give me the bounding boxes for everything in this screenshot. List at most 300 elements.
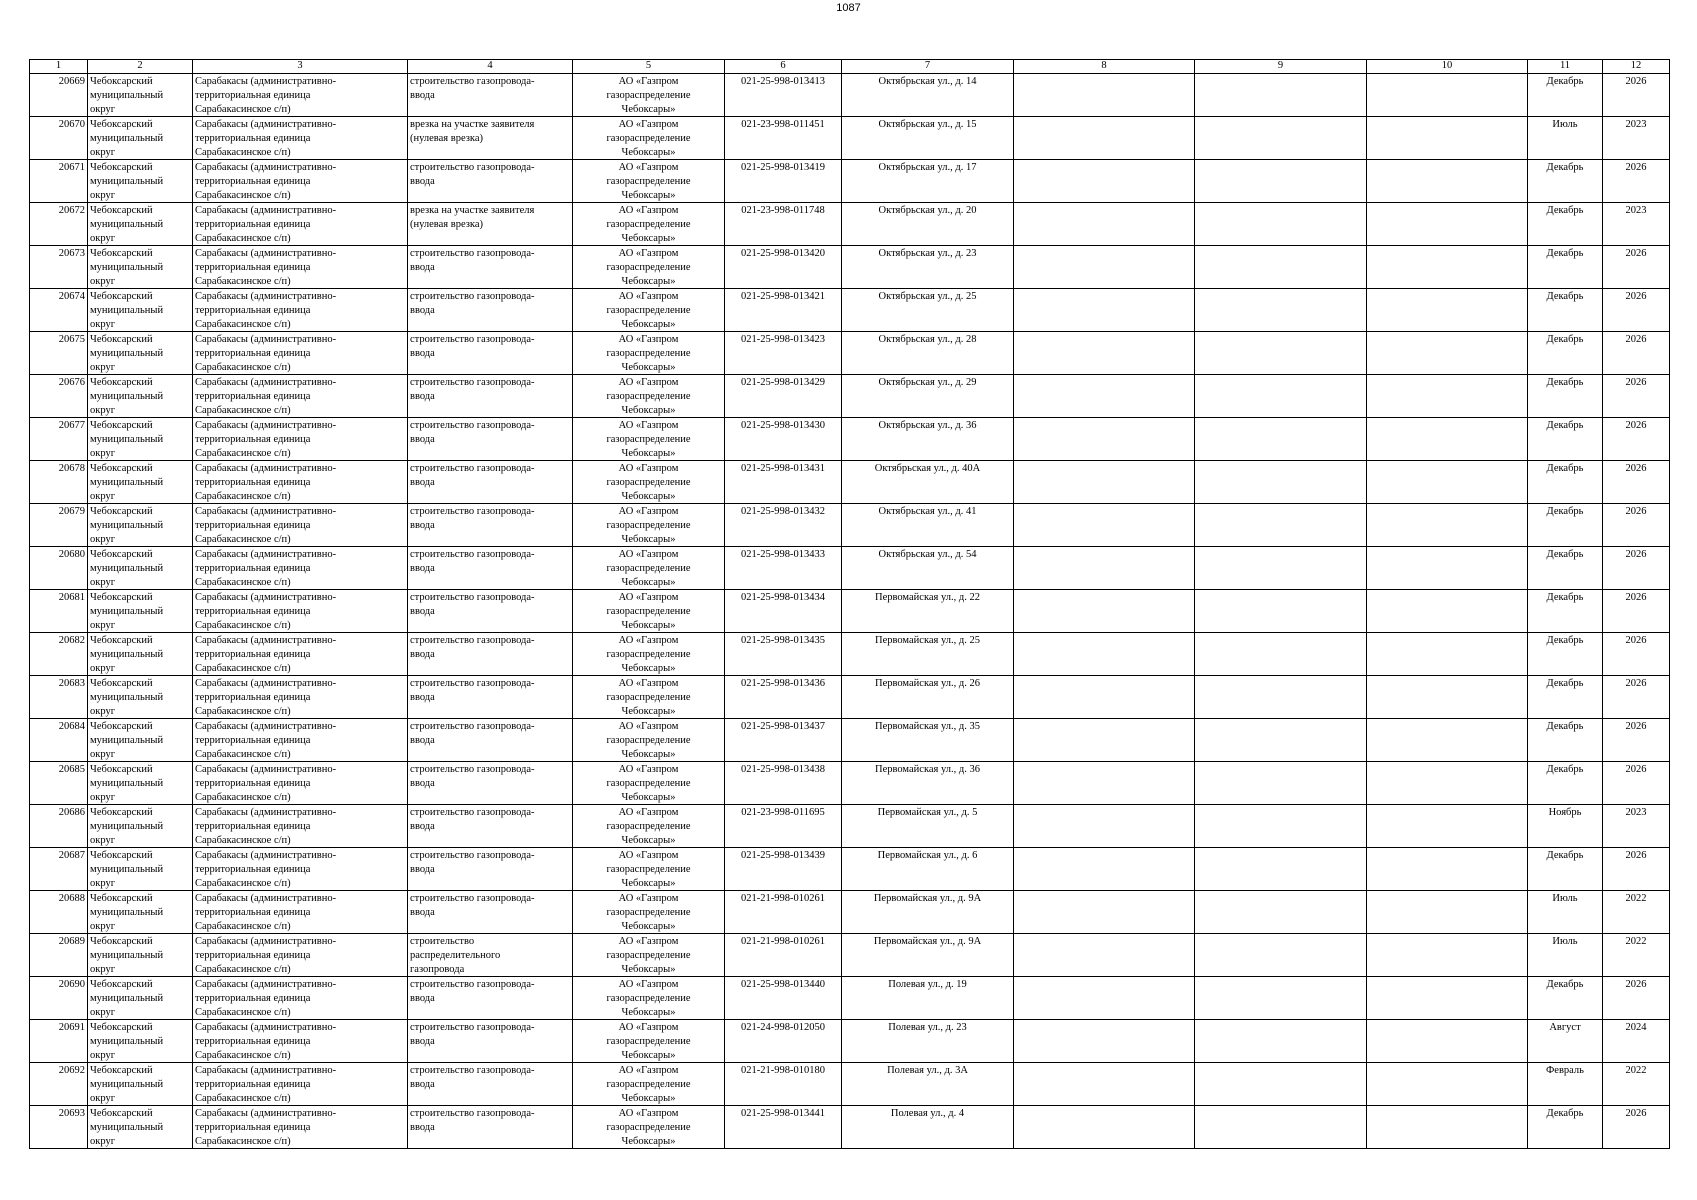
object-code-cell [725, 160, 842, 203]
object-code-cell-text: 021-25-998-013439 [741, 850, 825, 861]
page-number: 1087 [836, 2, 861, 14]
month-cell-text: Июль [1552, 893, 1578, 904]
organization-cell [573, 203, 725, 246]
table-row [30, 590, 1670, 633]
empty-cell [1014, 203, 1195, 246]
address-cell [842, 246, 1014, 289]
organization-cell [573, 676, 725, 719]
locality-cell [193, 676, 408, 719]
organization-cell-text: АО «Газпром газораспределение Чебоксары» [606, 76, 691, 115]
month-cell [1528, 117, 1603, 160]
empty-cell-text [1016, 1064, 1192, 1105]
year-cell [1603, 504, 1670, 547]
work-type-cell [408, 160, 573, 203]
locality-cell [193, 805, 408, 848]
district-cell [88, 74, 193, 117]
organization-cell [573, 977, 725, 1020]
empty-cell [1014, 848, 1195, 891]
row-number-cell [30, 461, 88, 504]
address-cell [842, 504, 1014, 547]
address-cell-text: Октябрьская ул., д. 54 [878, 549, 977, 560]
month-cell [1528, 848, 1603, 891]
empty-cell [1367, 289, 1528, 332]
work-type-cell [408, 117, 573, 160]
month-cell [1528, 590, 1603, 633]
empty-cell-text [1197, 849, 1364, 890]
month-cell [1528, 805, 1603, 848]
empty-cell [1014, 762, 1195, 805]
locality-cell-text: Сарабакасы (административно- территориальная единица Сарабакасинское с/п) [195, 420, 337, 459]
district-cell [88, 246, 193, 289]
empty-cell-text [1369, 75, 1525, 116]
organization-cell [573, 590, 725, 633]
empty-cell [1367, 74, 1528, 117]
object-code-cell-text: 021-23-998-011695 [741, 807, 825, 818]
address-cell-text: Октябрьская ул., д. 36 [878, 420, 977, 431]
work-type-cell-text: строительство распределительного газопровода [410, 936, 501, 975]
month-cell-text: Июль [1552, 119, 1578, 130]
month-cell-text: Декабрь [1546, 635, 1584, 646]
empty-cell-text [1016, 333, 1192, 374]
locality-cell-text: Сарабакасы (административно- территориальная единица Сарабакасинское с/п) [195, 377, 337, 416]
row-number-cell [30, 246, 88, 289]
organization-cell-text: АО «Газпром газораспределение Чебоксары» [606, 635, 691, 674]
month-cell [1528, 332, 1603, 375]
work-type-cell-text: строительство газопровода- ввода [410, 1108, 535, 1133]
empty-cell [1367, 375, 1528, 418]
month-cell-text: Декабрь [1546, 248, 1584, 259]
month-cell-text: Декабрь [1546, 506, 1584, 517]
organization-cell-text: АО «Газпром газораспределение Чебоксары» [606, 764, 691, 803]
month-cell-text: Декабрь [1546, 463, 1584, 474]
empty-cell [1014, 719, 1195, 762]
row-number-cell [30, 203, 88, 246]
empty-cell-text [1369, 978, 1525, 1019]
column-number: 12 [1603, 60, 1670, 74]
organization-cell-text: АО «Газпром газораспределение Чебоксары» [606, 420, 691, 459]
object-code-cell-text: 021-25-998-013413 [741, 76, 825, 87]
empty-cell [1367, 461, 1528, 504]
empty-cell [1014, 547, 1195, 590]
table-body [30, 74, 1670, 1149]
empty-cell-text [1197, 1021, 1364, 1062]
district-cell-text: Чебоксарский муниципальный округ [90, 205, 164, 244]
empty-cell-text [1369, 419, 1525, 460]
address-cell-text: Первомайская ул., д. 9А [873, 936, 982, 947]
address-cell [842, 676, 1014, 719]
row-number-cell [30, 547, 88, 590]
month-cell-text: Декабрь [1546, 850, 1584, 861]
row-number-cell-text: 20675 [58, 334, 85, 345]
table-row [30, 117, 1670, 160]
empty-cell-text [1369, 1064, 1525, 1105]
month-cell [1528, 461, 1603, 504]
object-code-cell [725, 719, 842, 762]
district-cell-text: Чебоксарский муниципальный округ [90, 463, 164, 502]
row-number-cell [30, 1020, 88, 1063]
empty-cell [1367, 719, 1528, 762]
district-cell [88, 762, 193, 805]
month-cell [1528, 418, 1603, 461]
locality-cell-text: Сарабакасы (административно- территориальная единица Сарабакасинское с/п) [195, 248, 337, 287]
year-cell [1603, 719, 1670, 762]
locality-cell-text: Сарабакасы (административно- территориальная единица Сарабакасинское с/п) [195, 936, 337, 975]
address-cell [842, 1106, 1014, 1149]
empty-cell-text [1016, 247, 1192, 288]
organization-cell-text: АО «Газпром газораспределение Чебоксары» [606, 678, 691, 717]
address-cell [842, 547, 1014, 590]
object-code-cell [725, 891, 842, 934]
object-code-cell [725, 289, 842, 332]
empty-cell-text [1369, 720, 1525, 761]
object-code-cell [725, 848, 842, 891]
month-cell [1528, 762, 1603, 805]
address-cell-text: Полевая ул., д. 19 [888, 979, 967, 990]
year-cell-text: 2026 [1625, 420, 1647, 431]
address-cell-text: Первомайская ул., д. 36 [875, 764, 980, 775]
empty-cell [1195, 848, 1367, 891]
object-code-cell-text: 021-25-998-013441 [741, 1108, 825, 1119]
district-cell [88, 633, 193, 676]
object-code-cell-text: 021-25-998-013423 [741, 334, 825, 345]
empty-cell-text [1016, 677, 1192, 718]
row-number-cell-text: 20677 [58, 420, 85, 431]
organization-cell-text: АО «Газпром газораспределение Чебоксары» [606, 377, 691, 416]
organization-cell [573, 1020, 725, 1063]
district-cell-text: Чебоксарский муниципальный округ [90, 119, 164, 158]
year-cell [1603, 203, 1670, 246]
month-cell [1528, 504, 1603, 547]
year-cell [1603, 332, 1670, 375]
year-cell-text: 2026 [1625, 162, 1647, 173]
empty-cell [1367, 590, 1528, 633]
locality-cell [193, 848, 408, 891]
empty-cell-text [1197, 806, 1364, 847]
empty-cell-text [1016, 720, 1192, 761]
month-cell [1528, 246, 1603, 289]
work-type-cell [408, 934, 573, 977]
organization-cell [573, 547, 725, 590]
year-cell [1603, 891, 1670, 934]
organization-cell [573, 633, 725, 676]
work-type-cell-text: строительство газопровода- ввода [410, 635, 535, 660]
empty-cell-text [1197, 591, 1364, 632]
locality-cell-text: Сарабакасы (административно- территориальная единица Сарабакасинское с/п) [195, 807, 337, 846]
year-cell [1603, 977, 1670, 1020]
row-number-cell-text: 20678 [58, 463, 85, 474]
work-type-cell [408, 590, 573, 633]
object-code-cell-text: 021-25-998-013421 [741, 291, 825, 302]
empty-cell [1195, 676, 1367, 719]
column-number: 6 [725, 60, 842, 74]
year-cell [1603, 461, 1670, 504]
empty-cell-text [1197, 763, 1364, 804]
month-cell-text: Декабрь [1546, 76, 1584, 87]
work-type-cell-text: строительство газопровода- ввода [410, 592, 535, 617]
empty-cell-text [1016, 849, 1192, 890]
object-code-cell [725, 1063, 842, 1106]
locality-cell [193, 977, 408, 1020]
row-number-cell [30, 676, 88, 719]
empty-cell-text [1016, 419, 1192, 460]
district-cell [88, 1106, 193, 1149]
month-cell-text: Июль [1552, 936, 1578, 947]
empty-cell [1367, 1106, 1528, 1149]
organization-cell [573, 1063, 725, 1106]
address-cell [842, 805, 1014, 848]
empty-cell-text [1016, 591, 1192, 632]
object-code-cell-text: 021-24-998-012050 [741, 1022, 825, 1033]
address-cell-text: Октябрьская ул., д. 14 [878, 76, 977, 87]
empty-cell [1014, 633, 1195, 676]
month-cell-text: Декабрь [1546, 377, 1584, 388]
year-cell-text: 2026 [1625, 334, 1647, 345]
empty-cell-text [1197, 892, 1364, 933]
district-cell [88, 461, 193, 504]
object-code-cell [725, 1106, 842, 1149]
empty-cell-text [1369, 376, 1525, 417]
object-code-cell [725, 461, 842, 504]
year-cell-text: 2026 [1625, 506, 1647, 517]
object-code-cell-text: 021-25-998-013436 [741, 678, 825, 689]
row-number-cell-text: 20676 [58, 377, 85, 388]
district-cell [88, 332, 193, 375]
organization-cell-text: АО «Газпром газораспределение Чебоксары» [606, 162, 691, 201]
work-type-cell-text: строительство газопровода- ввода [410, 850, 535, 875]
year-cell-text: 2026 [1625, 463, 1647, 474]
column-number: 8 [1014, 60, 1195, 74]
work-type-cell [408, 203, 573, 246]
object-code-cell [725, 74, 842, 117]
empty-cell-text [1197, 548, 1364, 589]
locality-cell-text: Сарабакасы (административно- территориальная единица Сарабакасинское с/п) [195, 1108, 337, 1147]
empty-cell [1014, 332, 1195, 375]
year-cell [1603, 117, 1670, 160]
empty-cell [1014, 977, 1195, 1020]
organization-cell [573, 504, 725, 547]
table-row [30, 461, 1670, 504]
empty-cell [1195, 590, 1367, 633]
work-type-cell [408, 805, 573, 848]
locality-cell-text: Сарабакасы (административно- территориальная единица Сарабакасинское с/п) [195, 463, 337, 502]
year-cell [1603, 934, 1670, 977]
address-cell-text: Октябрьская ул., д. 23 [878, 248, 977, 259]
empty-cell [1014, 117, 1195, 160]
empty-cell-text [1369, 1021, 1525, 1062]
object-code-cell [725, 504, 842, 547]
empty-cell [1014, 289, 1195, 332]
empty-cell [1195, 762, 1367, 805]
district-cell [88, 1063, 193, 1106]
organization-cell [573, 117, 725, 160]
month-cell [1528, 74, 1603, 117]
year-cell-text: 2026 [1625, 248, 1647, 259]
organization-cell [573, 1106, 725, 1149]
organization-cell [573, 74, 725, 117]
work-type-cell-text: строительство газопровода- ввода [410, 979, 535, 1004]
district-cell [88, 848, 193, 891]
district-cell [88, 934, 193, 977]
year-cell-text: 2026 [1625, 850, 1647, 861]
organization-cell-text: АО «Газпром газораспределение Чебоксары» [606, 1065, 691, 1104]
year-cell [1603, 375, 1670, 418]
row-number-cell-text: 20670 [58, 119, 85, 130]
object-code-cell [725, 977, 842, 1020]
work-type-cell [408, 332, 573, 375]
organization-cell-text: АО «Газпром газораспределение Чебоксары» [606, 592, 691, 631]
address-cell-text: Октябрьская ул., д. 17 [878, 162, 977, 173]
month-cell-text: Декабрь [1546, 678, 1584, 689]
empty-cell [1195, 547, 1367, 590]
locality-cell [193, 1063, 408, 1106]
empty-cell-text [1197, 118, 1364, 159]
empty-cell-text [1016, 290, 1192, 331]
empty-cell [1014, 461, 1195, 504]
row-number-cell [30, 934, 88, 977]
year-cell-text: 2026 [1625, 635, 1647, 646]
row-number-cell [30, 891, 88, 934]
work-type-cell-text: строительство газопровода- ввода [410, 248, 535, 273]
month-cell [1528, 1106, 1603, 1149]
work-type-cell [408, 891, 573, 934]
empty-cell [1014, 246, 1195, 289]
locality-cell [193, 160, 408, 203]
object-code-cell-text: 021-23-998-011748 [741, 205, 825, 216]
year-cell-text: 2026 [1625, 377, 1647, 388]
row-number-cell [30, 848, 88, 891]
empty-cell [1014, 676, 1195, 719]
empty-cell [1367, 977, 1528, 1020]
work-type-cell-text: строительство газопровода- ввода [410, 893, 535, 918]
organization-cell-text: АО «Газпром газораспределение Чебоксары» [606, 506, 691, 545]
district-cell [88, 590, 193, 633]
address-cell [842, 332, 1014, 375]
empty-cell [1367, 117, 1528, 160]
district-cell [88, 891, 193, 934]
year-cell-text: 2023 [1625, 119, 1647, 130]
locality-cell [193, 762, 408, 805]
work-type-cell [408, 418, 573, 461]
empty-cell [1195, 375, 1367, 418]
work-type-cell [408, 1063, 573, 1106]
locality-cell-text: Сарабакасы (административно- территориальная единица Сарабакасинское с/п) [195, 893, 337, 932]
locality-cell-text: Сарабакасы (административно- территориальная единица Сарабакасинское с/п) [195, 721, 337, 760]
work-type-cell [408, 74, 573, 117]
address-cell [842, 375, 1014, 418]
empty-cell [1014, 418, 1195, 461]
work-type-cell-text: строительство газопровода- ввода [410, 506, 535, 531]
address-cell-text: Октябрьская ул., д. 15 [878, 119, 977, 130]
column-number: 1 [30, 60, 88, 74]
address-cell [842, 203, 1014, 246]
district-cell-text: Чебоксарский муниципальный округ [90, 807, 164, 846]
organization-cell [573, 160, 725, 203]
month-cell [1528, 547, 1603, 590]
work-type-cell [408, 762, 573, 805]
empty-cell-text [1197, 376, 1364, 417]
month-cell-text: Декабрь [1546, 205, 1584, 216]
address-cell-text: Октябрьская ул., д. 20 [878, 205, 977, 216]
empty-cell [1367, 762, 1528, 805]
row-number-cell [30, 74, 88, 117]
row-number-cell [30, 117, 88, 160]
empty-cell [1195, 891, 1367, 934]
empty-cell-text [1197, 677, 1364, 718]
empty-cell [1367, 934, 1528, 977]
address-cell [842, 633, 1014, 676]
organization-cell-text: АО «Газпром газораспределение Чебоксары» [606, 463, 691, 502]
locality-cell [193, 203, 408, 246]
row-number-cell-text: 20684 [58, 721, 85, 732]
table-row [30, 805, 1670, 848]
district-cell [88, 418, 193, 461]
address-cell [842, 977, 1014, 1020]
organization-cell [573, 418, 725, 461]
empty-cell-text [1369, 204, 1525, 245]
empty-cell [1367, 805, 1528, 848]
month-cell-text: Декабрь [1546, 162, 1584, 173]
empty-cell-text [1369, 806, 1525, 847]
empty-cell-text [1197, 720, 1364, 761]
empty-cell [1014, 891, 1195, 934]
empty-cell [1367, 418, 1528, 461]
object-code-cell [725, 246, 842, 289]
month-cell [1528, 719, 1603, 762]
year-cell-text: 2026 [1625, 1108, 1647, 1119]
object-code-cell [725, 676, 842, 719]
year-cell [1603, 289, 1670, 332]
empty-cell-text [1197, 75, 1364, 116]
empty-cell-text [1369, 1107, 1525, 1148]
month-cell-text: Декабрь [1546, 1108, 1584, 1119]
row-number-cell [30, 762, 88, 805]
empty-cell [1195, 74, 1367, 117]
empty-cell-text [1369, 763, 1525, 804]
empty-cell-text [1197, 247, 1364, 288]
address-cell-text: Первомайская ул., д. 25 [875, 635, 980, 646]
empty-cell-text [1369, 935, 1525, 976]
empty-cell [1195, 117, 1367, 160]
year-cell [1603, 590, 1670, 633]
month-cell [1528, 891, 1603, 934]
work-type-cell [408, 977, 573, 1020]
locality-cell-text: Сарабакасы (административно- территориальная единица Сарабакасинское с/п) [195, 162, 337, 201]
district-cell-text: Чебоксарский муниципальный округ [90, 420, 164, 459]
column-number-row [30, 60, 1670, 74]
year-cell-text: 2026 [1625, 76, 1647, 87]
address-cell [842, 461, 1014, 504]
column-number: 9 [1195, 60, 1367, 74]
row-number-cell-text: 20688 [58, 893, 85, 904]
row-number-cell-text: 20691 [58, 1022, 85, 1033]
district-cell [88, 547, 193, 590]
locality-cell-text: Сарабакасы (административно- территориальная единица Сарабакасинское с/п) [195, 592, 337, 631]
work-type-cell [408, 504, 573, 547]
district-cell [88, 719, 193, 762]
work-type-cell [408, 633, 573, 676]
locality-cell [193, 547, 408, 590]
empty-cell-text [1197, 161, 1364, 202]
empty-cell [1195, 1106, 1367, 1149]
locality-cell-text: Сарабакасы (административно- территориальная единица Сарабакасинское с/п) [195, 979, 337, 1018]
empty-cell [1367, 160, 1528, 203]
year-cell [1603, 762, 1670, 805]
table-row [30, 1020, 1670, 1063]
row-number-cell-text: 20681 [58, 592, 85, 603]
empty-cell [1195, 504, 1367, 547]
organization-cell-text: АО «Газпром газораспределение Чебоксары» [606, 1022, 691, 1061]
work-type-cell-text: строительство газопровода- ввода [410, 76, 535, 101]
